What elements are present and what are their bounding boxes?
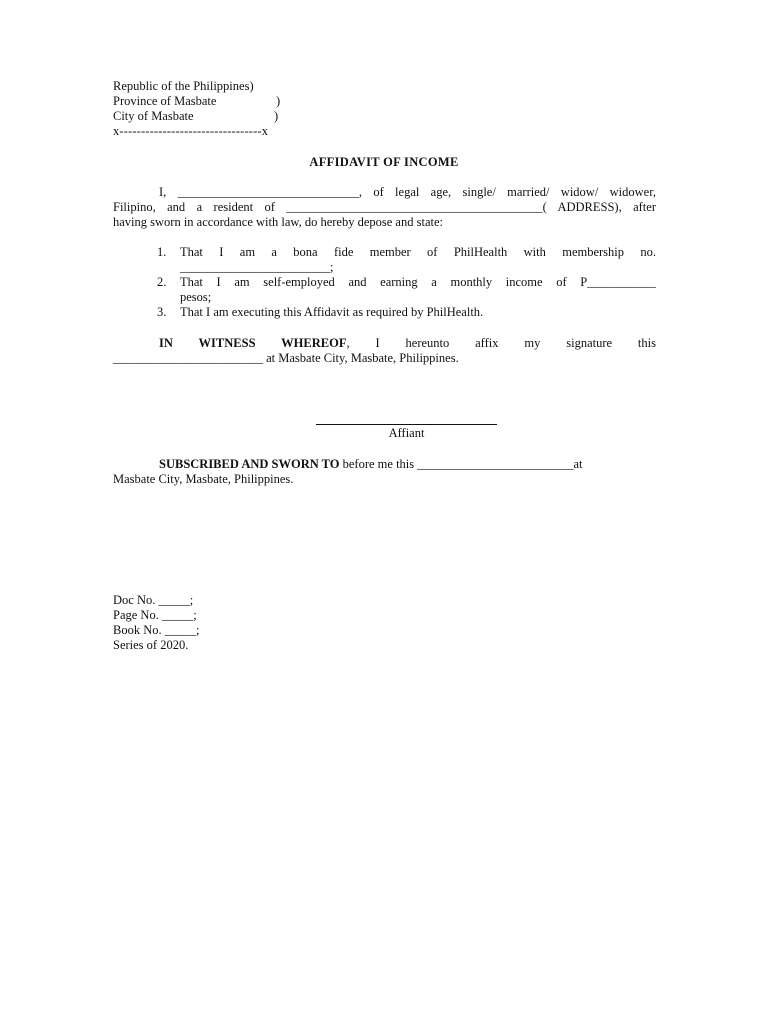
item-3-number: 3. [157,305,167,319]
item-1-line-1: That I am a bona fide member of PhilHealth with membership no. [180,245,656,259]
notarial-doc-no: Doc No. _____; [113,593,194,607]
caption-separator: x---------------------------------x [113,124,269,138]
witness-line-1 [159,336,656,351]
witness-line-2: ________________________ at Masbate City, Masbate, Philippines. [113,351,459,365]
item-2-number: 2. [157,275,167,289]
subscribed-line-1 [159,457,583,472]
subscribed-rest-text: before me this _________________________at [339,457,583,471]
intro-line-2: Filipino, and a resident of _________________________________________( ADDRESS), after [113,200,656,214]
item-1-line-2: ________________________; [180,260,334,274]
caption-province: Province of Masbate [113,94,217,108]
notarial-book-no: Book No. _____; [113,623,200,637]
notarial-page-no: Page No. _____; [113,608,197,622]
caption-republic: Republic of the Philippines) [113,79,254,93]
item-3-line-1: That I am executing this Affidavit as required by PhilHealth. [180,305,484,319]
caption-city: City of Masbate [113,109,194,123]
caption-city-paren: ) [274,109,279,123]
affiant-signature-line [316,424,497,425]
intro-line-3: having sworn in accordance with law, do hereby depose and state: [113,215,443,229]
item-1-number: 1. [157,245,167,259]
document-title: AFFIDAVIT OF INCOME [309,155,459,169]
subscribed-line-2: Masbate City, Masbate, Philippines. [113,472,294,486]
witness-bold-text: IN WITNESS WHEREOF [159,336,347,350]
affiant-label: Affiant [388,426,425,440]
subscribed-bold-text: SUBSCRIBED AND SWORN TO [159,457,340,471]
witness-rest-text: , I hereunto affix my signature this [346,336,656,350]
notarial-series: Series of 2020. [113,638,189,652]
caption-province-paren: ) [276,94,281,108]
item-2-line-1: That I am self-employed and earning a monthly income of P___________ [180,275,656,289]
item-2-line-2: pesos; [180,290,212,304]
intro-line-1: I, _____________________________, of legal age, single/ married/ widow/ widower, [159,185,656,199]
